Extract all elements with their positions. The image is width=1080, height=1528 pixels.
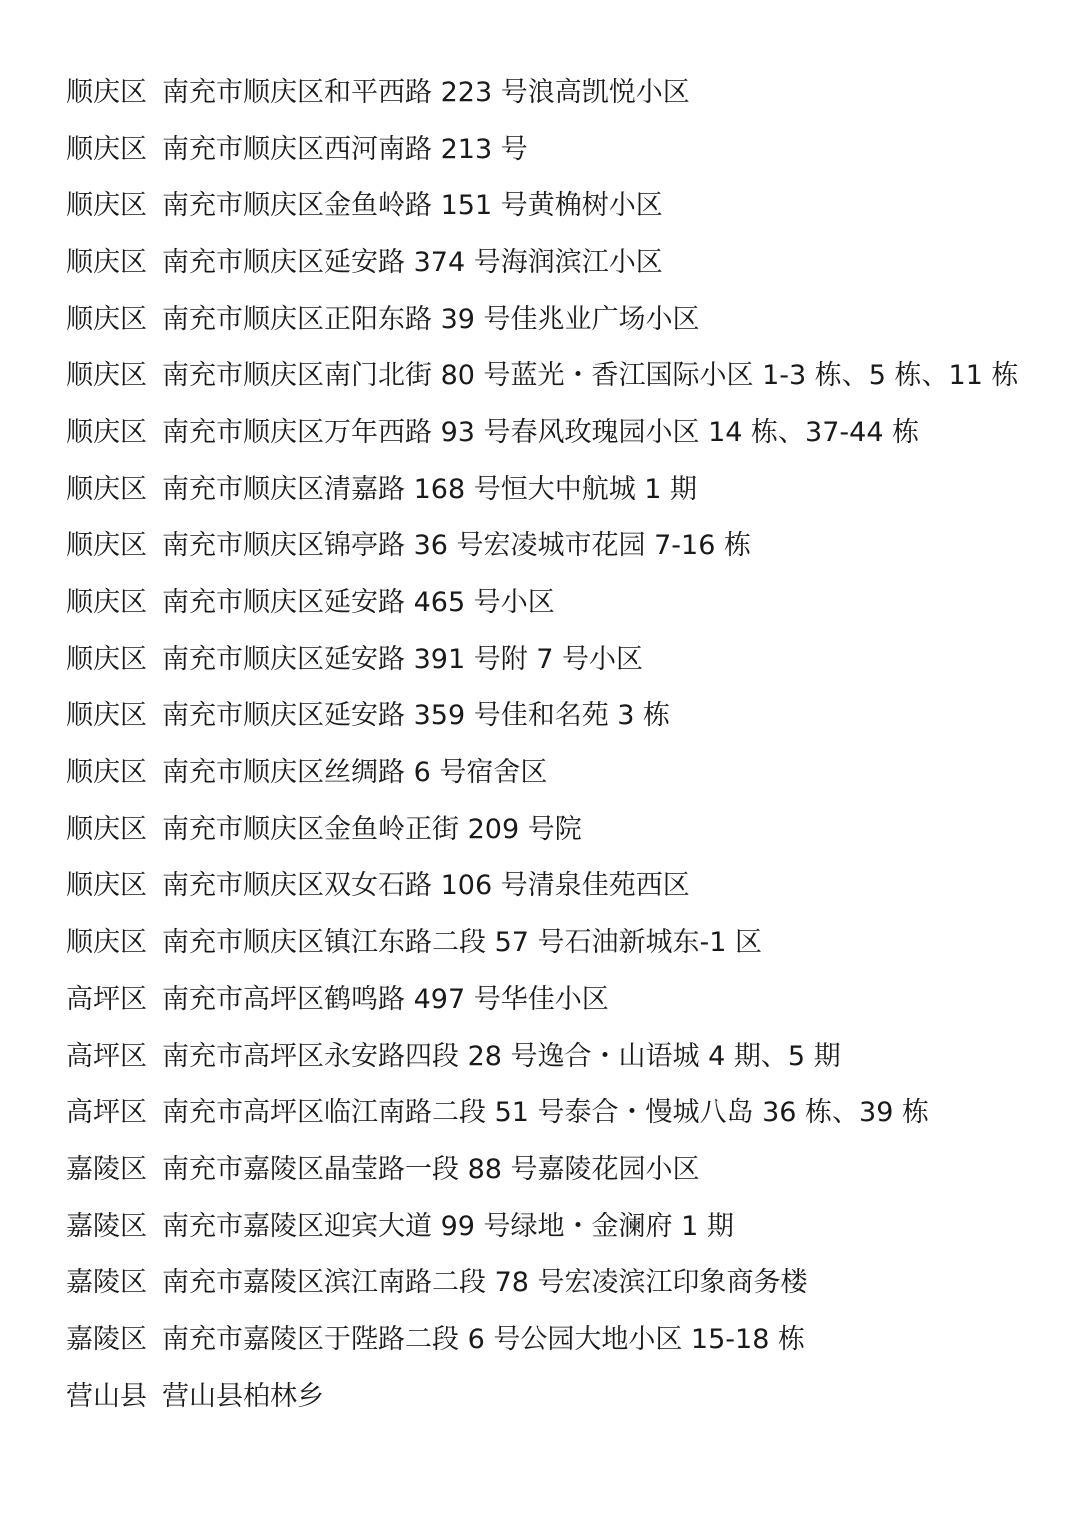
address-list [66,64,1056,1425]
address-text: 南充市嘉陵区滨江南路二段 78 号宏凌滨江印象商务楼 [162,1267,808,1299]
district-label: 嘉陵区 [66,1323,147,1355]
district-label: 顺庆区 [66,927,147,959]
list-item [66,744,1056,801]
district-label: 高坪区 [66,1097,147,1129]
address-text: 南充市嘉陵区于陛路二段 6 号公园大地小区 15-18 栋 [162,1323,805,1355]
list-item [66,1141,1056,1198]
list-item [66,64,1056,121]
district-label: 顺庆区 [66,870,147,902]
address-text: 南充市顺庆区正阳东路 39 号佳兆业广场小区 [162,303,700,335]
address-text: 南充市顺庆区延安路 391 号附 7 号小区 [162,643,644,675]
address-text: 南充市顺庆区延安路 359 号佳和名苑 3 栋 [162,700,671,732]
list-item [66,631,1056,688]
address-text: 营山县柏林乡 [162,1380,324,1412]
district-label: 顺庆区 [66,473,147,505]
address-text: 南充市顺庆区和平西路 223 号浪高凯悦小区 [162,76,690,108]
address-text: 南充市高坪区鹤鸣路 497 号华佳小区 [162,983,609,1015]
district-label: 顺庆区 [66,76,147,108]
list-item [66,1254,1056,1311]
list-item [66,971,1056,1028]
district-label: 顺庆区 [66,416,147,448]
address-text: 南充市嘉陵区迎宾大道 99 号绿地・金澜府 1 期 [162,1210,734,1242]
list-item [66,461,1056,518]
district-label: 高坪区 [66,983,147,1015]
list-item [66,801,1056,858]
list-item [66,688,1056,745]
address-text: 南充市顺庆区锦亭路 36 号宏凌城市花园 7-16 栋 [162,530,751,562]
address-text: 南充市顺庆区西河南路 213 号 [162,133,528,165]
address-text: 南充市嘉陵区晶莹路一段 88 号嘉陵花园小区 [162,1153,700,1185]
list-item [66,574,1056,631]
district-label: 顺庆区 [66,303,147,335]
list-item [66,291,1056,348]
address-text: 南充市高坪区临江南路二段 51 号泰合・慢城八岛 36 栋、39 栋 [162,1097,929,1129]
list-item [66,1198,1056,1255]
district-label: 顺庆区 [66,530,147,562]
list-item [66,404,1056,461]
district-label: 顺庆区 [66,757,147,789]
address-text: 南充市顺庆区南门北街 80 号蓝光・香江国际小区 1-3 栋、5 栋、11 栋 [162,360,1019,392]
address-text: 南充市顺庆区金鱼岭正街 209 号院 [162,813,582,845]
list-item [66,914,1056,971]
address-text: 南充市顺庆区延安路 465 号小区 [162,587,555,619]
list-item [66,177,1056,234]
district-label: 顺庆区 [66,643,147,675]
address-text: 南充市顺庆区镇江东路二段 57 号石油新城东-1 区 [162,927,763,959]
district-label: 顺庆区 [66,700,147,732]
list-item [66,1368,1056,1425]
district-label: 顺庆区 [66,133,147,165]
district-label: 顺庆区 [66,587,147,619]
address-text: 南充市顺庆区延安路 374 号海润滨江小区 [162,246,663,278]
list-item [66,121,1056,178]
list-item [66,347,1056,404]
district-label: 顺庆区 [66,813,147,845]
address-text: 南充市顺庆区万年西路 93 号春风玫瑰园小区 14 栋、37-44 栋 [162,416,920,448]
list-item [66,858,1056,915]
list-item [66,234,1056,291]
list-item [66,1311,1056,1368]
district-label: 营山县 [66,1380,147,1412]
district-label: 嘉陵区 [66,1153,147,1185]
address-text: 南充市顺庆区丝绸路 6 号宿舍区 [162,757,548,789]
district-label: 顺庆区 [66,190,147,222]
address-text: 南充市顺庆区金鱼岭路 151 号黄桷树小区 [162,190,663,222]
list-item [66,1084,1056,1141]
address-text: 南充市顺庆区清嘉路 168 号恒大中航城 1 期 [162,473,698,505]
address-text: 南充市顺庆区双女石路 106 号清泉佳苑西区 [162,870,690,902]
district-label: 顺庆区 [66,246,147,278]
list-item [66,1028,1056,1085]
address-text: 南充市高坪区永安路四段 28 号逸合・山语城 4 期、5 期 [162,1040,841,1072]
list-item [66,518,1056,575]
district-label: 嘉陵区 [66,1210,147,1242]
district-label: 高坪区 [66,1040,147,1072]
district-label: 嘉陵区 [66,1267,147,1299]
district-label: 顺庆区 [66,360,147,392]
